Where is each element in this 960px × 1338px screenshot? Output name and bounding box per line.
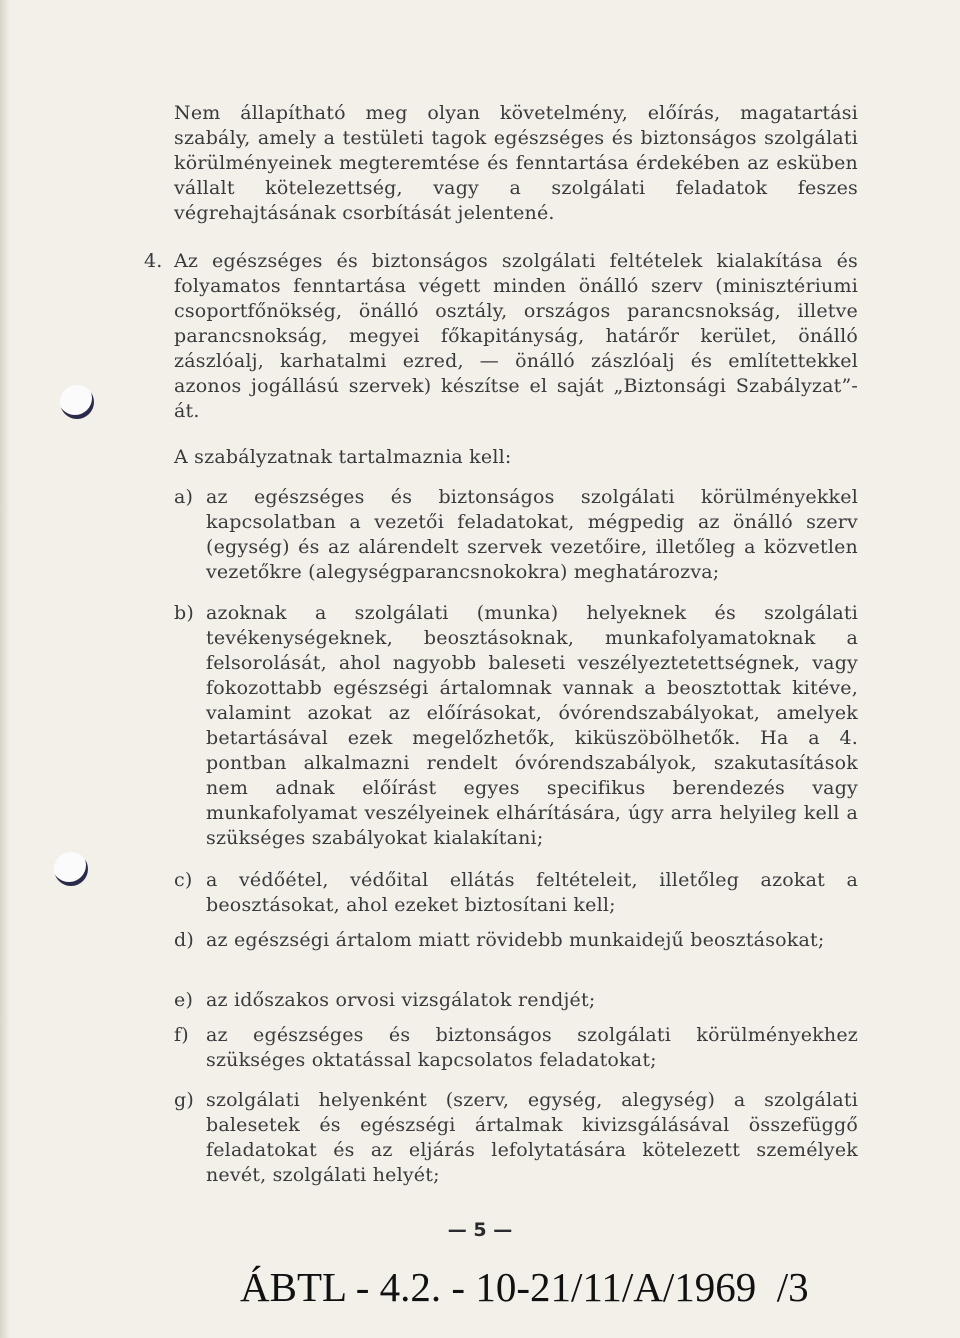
item-f-label: f) [174,1024,189,1046]
punch-hole-top [60,385,94,419]
item-d-text: az egészségi ártalom miatt rövidebb munkaidejű beosztásokat; [206,929,825,951]
item-d-label: d) [174,929,194,951]
paragraph-continuation: Nem állapítható meg olyan követelmény, előírás, magatartási szabály, amely a testületi tagok egészséges és biztonságos szolgálati körülményeinek megteremtése és fenntartása érdekében az esküben vállalt kötelezettség, vagy a szolgálati feladatok feszes végrehajtásának csorbítását jelentené. [174,102,858,224]
item-a-text: az egészséges és biztonságos szolgálati körülményekkel kapcsolatban a vezetői feladatokat, mégpedig az önálló szerv (egység) és az alárendelt szervek vezetőire, illetőleg a közvetlen vezetőkre (alegységparancsnokokra) meghatározva; [206,486,858,583]
requirements-intro: A szabályzatnak tartalmaznia kell: [174,446,512,468]
item-a-label: a) [174,486,194,508]
item-c-text: a védőétel, védőital ellátás feltételeit, illetőleg azokat a beosztásokat, ahol ezeket biztosítani kell; [206,869,858,916]
page-edge-shadow [0,0,10,1338]
item-f-text: az egészséges és biztonságos szolgálati körülményekhez szükséges oktatással kapcsolatos feladatokat; [206,1024,858,1071]
item-g-label: g) [174,1089,194,1111]
item-e-label: e) [174,989,194,1011]
section-number: 4. [144,250,163,272]
punch-hole-bottom [54,852,88,886]
item-b-label: b) [174,602,194,624]
item-g-text: szolgálati helyenként (szerv, egység, alegység) a szolgálati balesetek és egészségi ártalmak kivizsgálásával összefüggő feladatokat és az eljárás lefolytatására kötelezett személyek nevét, szolgálati helyét; [206,1089,858,1186]
section-4-text: Az egészséges és biztonságos szolgálati feltételek kialakítása és folyamatos fenntartása végett minden önálló szerv (minisztériumi csoportfőnökség, önálló osztály, országos parancsnokság, illetve parancsnokság, megyei főkapitányság, határőr kerület, önálló zászlóalj, karhatalmi ezred, — önálló zászlóalj és említettekkel azonos jogállású szervek) készítse el saját „Biztonsági Szabályzat”-át. [174,250,858,422]
archive-reference: ÁBTL - 4.2. - 10-21/11/A/1969 /3 [240,1264,809,1310]
item-e-text: az időszakos orvosi vizsgálatok rendjét; [206,989,596,1011]
item-b-text: azoknak a szolgálati (munka) helyeknek és szolgálati tevékenységeknek, beosztásoknak, munkafolyamatoknak a felsorolását, ahol nagyobb baleseti veszélyeztetettségnek, vagy fokozottabb egészségi ártalomnak vannak a beosztottak kitéve, valamint azokat az előírásokat, óvórendszabályokat, amelyek betartásával ezek megelőzhetők, kiküszöbölhetők. Ha a 4. pontban alkalmazni rendelt óvórendszabályok, szakutasítások nem adnak előírást egyes specifikus berendezés vagy munkafolyamat veszélyeinek elhárítására, úgy arra helyileg kell a szükséges szabályokat kialakítani; [206,602,858,849]
page-number: — 5 — [447,1219,513,1241]
item-c-label: c) [174,869,193,891]
